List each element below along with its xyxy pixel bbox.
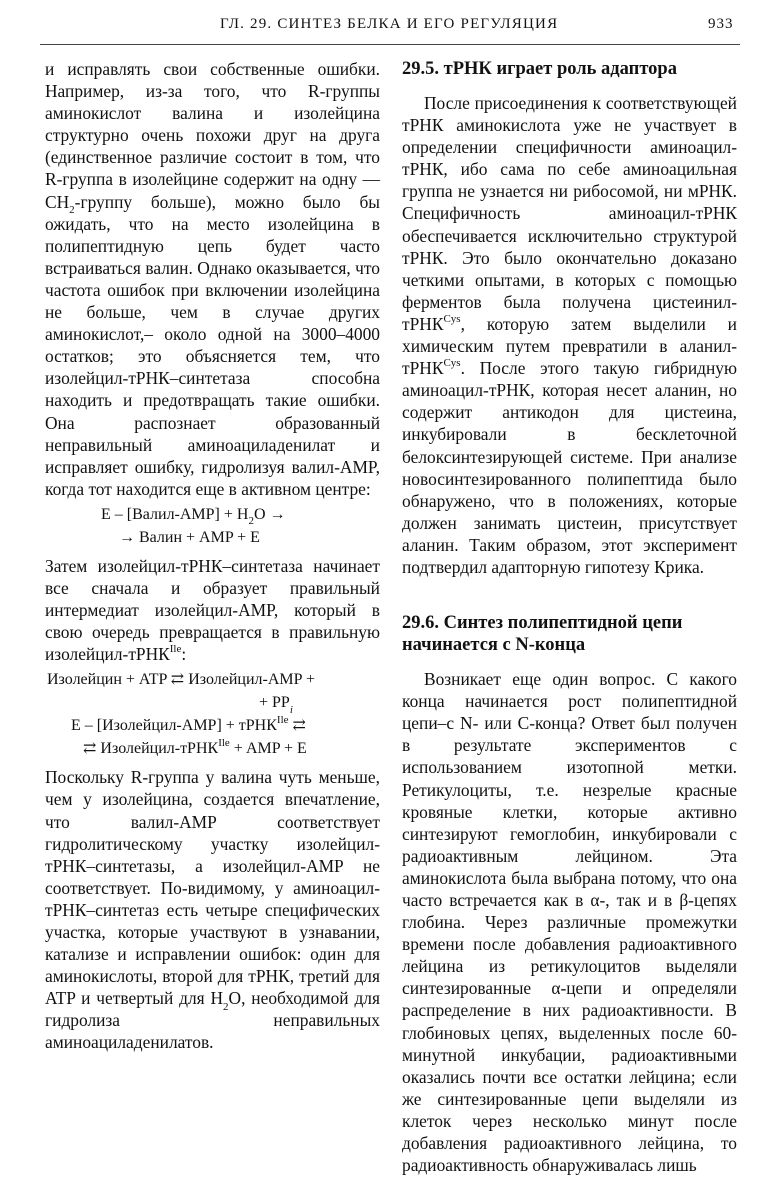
spacer xyxy=(402,578,737,612)
superscript: Ile xyxy=(276,714,289,727)
header-rule xyxy=(40,44,740,45)
left-column xyxy=(45,58,380,1054)
superscript: Cys xyxy=(443,313,461,326)
subscript: i xyxy=(289,703,293,716)
equation-valyl-hydrolysis xyxy=(45,503,380,549)
paragraph-proofreading xyxy=(45,58,380,500)
equation-text: ⇄ xyxy=(288,717,306,735)
equation-line xyxy=(45,691,380,714)
text-run: , которую затем выделили и химическим путем превратили в аланил-тРНК xyxy=(402,313,737,379)
subscript: 2 xyxy=(248,515,254,528)
text-run: . После этого такую гибридную аминоацил-тРНК, которая несет аланин, но содержит антикодон для цистеина, инкубировали в бесклеточной белоксинтезирующей системе. При анализе новосинтезированного полипептида было обнаружено, что в положениях, которые должен занимать цистеин, присутствует аланин. Таким образом, этот эксперимент подтвердил адапторную гипотезу Крика. xyxy=(402,358,737,577)
equation-text: ⇄ Изолейцил-тРНК xyxy=(83,740,219,758)
superscript: Cys xyxy=(443,357,461,370)
equation-line xyxy=(45,737,380,760)
page-number: 933 xyxy=(708,16,734,32)
section-heading-29-5: 29.5. тРНК играет роль адаптора xyxy=(402,59,677,79)
equation-line: → Валин + AMP + E xyxy=(119,528,260,546)
equation-line xyxy=(45,714,380,737)
spacer xyxy=(402,80,737,92)
subscript: 2 xyxy=(223,1000,229,1013)
text-run: O, необходимой для гидролиза неправильных аминоациладенилатов. xyxy=(45,988,380,1053)
page-header xyxy=(0,14,772,38)
text-run: : xyxy=(181,644,187,665)
right-column xyxy=(402,58,737,1176)
equation-isoleucyl-activation xyxy=(45,668,380,760)
paragraph-adaptor xyxy=(402,92,737,578)
text-run: После присоединения к соответствующей тРНК аминокислота уже не участвует в определении специфичности аминоацил-тРНК, ибо сама по себе аминоацильная группа не узнается ни рибосомой, ни мРНК. Специфичность аминоацил-тРНК обеспечивается исключительно структурой тРНК. Это было окончательно доказано четкими опытами, в которых с помощью ферментов была получена цистеинил-тРНК xyxy=(402,93,737,334)
section-heading-29-6: 29.6. Синтез полипептидной цепи начинается с N-конца xyxy=(402,613,683,656)
text-run: и исправлять свои собственные ошибки. Например, из-за того, что R-группы аминокислот валина и изолейцина структурно очень похожи друг на друга (единственное различие состоит в том, что R-группа в изолейцине содержит на одну —CH xyxy=(45,59,380,212)
text-run: -группу больше), можно было бы ожидать, что на место изолейцина в полипептидную цепь будет часто встраиваться валин. Однако оказывается, что частота ошибок при включении изолейцина не больше, чем в случае других аминокислот,– около одной на 3000–4000 остатков; это объясняется тем, что изолейцил-тРНК–синтетаза способна находить и предотвращать такие ошибки. Она распознает образованный неправильный аминоациладенилат и исправляет ошибку, гидролизуя валил-AMP, когда тот находится еще в активном центре: xyxy=(45,191,380,499)
superscript: Ile xyxy=(218,737,230,750)
spacer xyxy=(402,656,737,668)
equation-line xyxy=(45,503,380,526)
text-run: Поскольку R-группа у валина чуть меньше, чем у изолейцина, создается впечатление, что валил-AMP соответствует гидролитическому участку изолейцил-тРНК–синтетазы, а изолейцил-AMP не соответствует. По-видимому, у аминоацил-тРНК–синтетаз есть четыре специфических участка, которые участвуют в узнавании, катализе и исправлении ошибок: один для аминокислоты, второй для тРНК, третий для ATP и четвертый для H xyxy=(45,767,380,1009)
running-title: ГЛ. 29. СИНТЕЗ БЕЛКА И ЕГО РЕГУЛЯЦИЯ xyxy=(220,16,559,32)
equation-text: + PP xyxy=(259,694,290,712)
text-run: Затем изолейцил-тРНК–синтетаза начинает все сначала и образует правильный интермедиат изолейцил-AMP, который в свою очередь превращается в правильную изолейцил-тРНК xyxy=(45,555,380,665)
superscript: Ile xyxy=(169,643,182,656)
equation-text: O → xyxy=(253,505,286,523)
equation-line: Изолейцин + ATP ⇄ Изолейцил-AMP + xyxy=(47,671,315,689)
paragraph-synthetase-sites xyxy=(45,766,380,1053)
equation-text: E – [Валил-AMP] + H xyxy=(101,505,249,523)
paragraph-n-terminus: Возникает еще один вопрос. С какого конца начинается рост полипептидной цепи–с N- или C-конца? Ответ был получен в результате экспериментов с использованием изотопной метки. Ретикулоциты, т.е. незрелые красные кровяные клетки, которые активно синтезируют гемоглобин, инкубировали с радиоактивным лейцином. Эта аминокислота была выбрана потому, что она часто встречается как в α-, так и в β-цепях глобина. Через различные промежутки времени после добавления радиоактивного лейцина из ретикулоцитов выделяли синтезированные α-цепи и определяли распределение в них радиоактивности. В глобиновых цепях, выделенных после 60-минутной инкубации, радиоактивными оказались почти все остатки лейцина; если же синтезированные цепи выделяли из клеток через несколько минут после добавления радиоактивного лейцина, то радиоактивность обнаруживалась лишь xyxy=(402,669,737,1176)
paragraph-correct-intermediate xyxy=(45,555,380,665)
subscript: 2 xyxy=(69,204,75,217)
equation-text: + AMP + E xyxy=(229,740,307,758)
equation-text: E – [Изолейцил-AMP] + тРНК xyxy=(71,717,277,735)
